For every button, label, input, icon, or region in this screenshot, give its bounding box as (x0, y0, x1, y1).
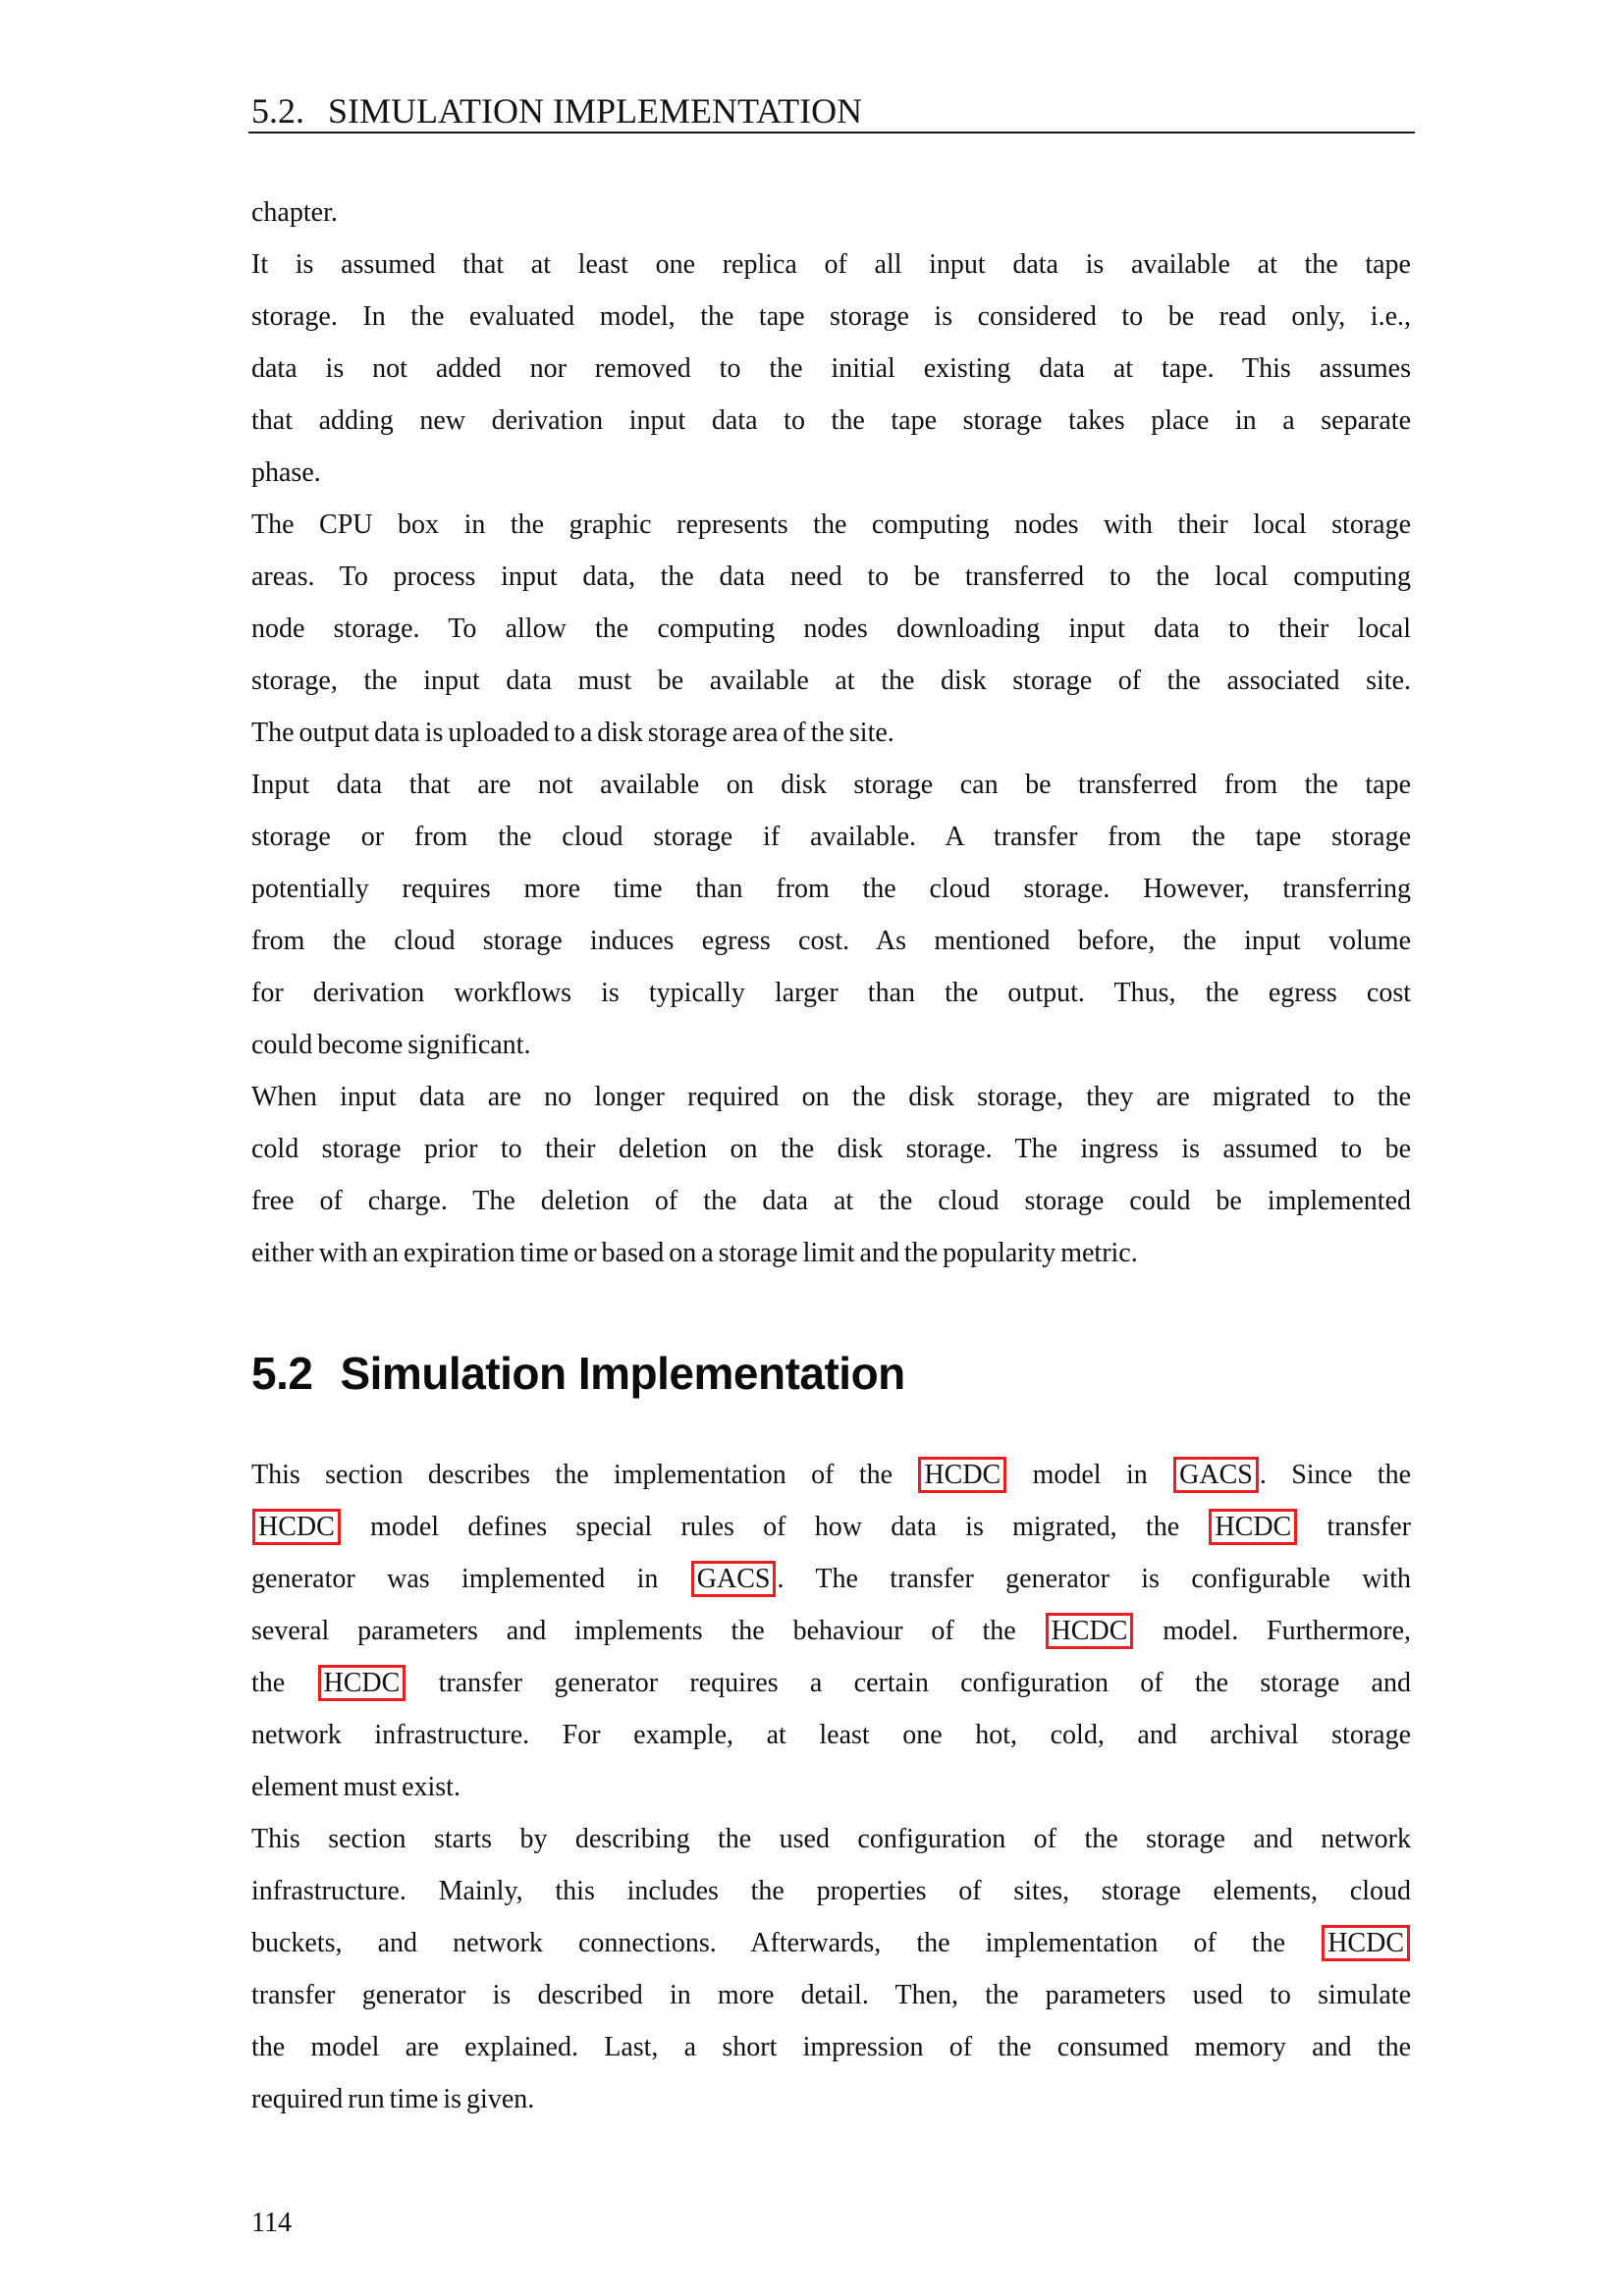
text-line: storage. In the evaluated model, the tape storage is considered to be read only, i.e., (251, 301, 1411, 332)
text-line: network infrastructure. For example, at least one hot, cold, and archival storage (251, 1720, 1411, 1750)
running-header (251, 92, 1411, 130)
text-line: The CPU box in the graphic represents the computing nodes with their local storage (251, 509, 1411, 540)
text-line: required run time is given. (251, 2084, 535, 2114)
text-line: element must exist. (251, 1772, 460, 1802)
text-line: areas. To process input data, the data need to be transferred to the local computing (251, 561, 1411, 592)
body-text-lower (251, 1449, 1411, 2125)
text-line: that adding new derivation input data to the tape storage takes place in a separate (251, 405, 1411, 436)
acronym-link-hcdc[interactable]: HCDC (918, 1457, 1006, 1493)
text-line: storage or from the cloud storage if available. A transfer from the tape storage (251, 822, 1411, 852)
text-line: data is not added nor removed to the initial existing data at tape. This assumes (251, 353, 1411, 384)
acronym-link-hcdc[interactable]: HCDC (318, 1665, 406, 1701)
text-line: buckets, and network connections. Afterwards, the implementation of the HCDC (251, 1917, 1411, 1969)
text-line: the model are explained. Last, a short impression of the consumed memory and the (251, 2032, 1411, 2062)
running-header-section-number: 5.2. (251, 91, 304, 131)
text-line: This section describes the implementation of the HCDC model in GACS . Since the (251, 1449, 1411, 1501)
text-line: phase. (251, 457, 321, 488)
text-line: several parameters and implements the behaviour of the HCDC model. Furthermore, (251, 1605, 1411, 1657)
text-line: the HCDC transfer generator requires a certain configuration of the storage and (251, 1657, 1411, 1709)
text-line: chapter. (251, 197, 338, 228)
text-line: cold storage prior to their deletion on the disk storage. The ingress is assumed to be (251, 1134, 1411, 1164)
acronym-link-hcdc[interactable]: HCDC (1209, 1509, 1297, 1545)
text-line: The output data is uploaded to a disk storage area of the site. (251, 718, 894, 748)
text-line: infrastructure. Mainly, this includes the properties of sites, storage elements, cloud (251, 1876, 1411, 1906)
acronym-link-gacs[interactable]: GACS (1173, 1457, 1259, 1493)
section-number: 5.2 (251, 1348, 313, 1399)
text-line: either with an expiration time or based on a storage limit and the popularity metric. (251, 1238, 1138, 1268)
page-number: 114 (251, 2208, 292, 2238)
text-line: storage, the input data must be available at the disk storage of the associated site. (251, 666, 1411, 696)
acronym-link-hcdc[interactable]: HCDC (1046, 1613, 1134, 1649)
text-line: This section starts by describing the used configuration of the storage and network (251, 1824, 1411, 1854)
text-line: Input data that are not available on disk storage can be transferred from the tape (251, 770, 1411, 800)
text-line: free of charge. The deletion of the data at the cloud storage could be implemented (251, 1186, 1411, 1216)
header-rule (248, 132, 1415, 133)
running-header-title: SIMULATION IMPLEMENTATION (328, 91, 863, 131)
body-text-upper (251, 187, 1411, 1279)
text-line: node storage. To allow the computing nodes downloading input data to their local (251, 614, 1411, 644)
acronym-link-hcdc[interactable]: HCDC (1322, 1925, 1410, 1961)
text-line: for derivation workflows is typically larger than the output. Thus, the egress cost (251, 978, 1411, 1008)
text-line: potentially requires more time than from the cloud storage. However, transferring (251, 874, 1411, 904)
text-line: It is assumed that at least one replica of all input data is available at the tape (251, 249, 1411, 280)
acronym-link-gacs[interactable]: GACS (691, 1561, 777, 1597)
acronym-link-hcdc[interactable]: HCDC (252, 1509, 341, 1545)
section-heading (251, 1348, 1411, 1400)
section-title: Simulation Implementation (340, 1348, 905, 1399)
text-line: HCDC model defines special rules of how data is migrated, the HCDC transfer (251, 1501, 1411, 1553)
text-line: When input data are no longer required on the disk storage, they are migrated to the (251, 1082, 1411, 1112)
text-line: from the cloud storage induces egress cost. As mentioned before, the input volume (251, 926, 1411, 956)
text-line: generator was implemented in GACS . The transfer generator is configurable with (251, 1553, 1411, 1605)
text-line: could become significant. (251, 1030, 531, 1060)
text-line: transfer generator is described in more detail. Then, the parameters used to simulate (251, 1980, 1411, 2010)
